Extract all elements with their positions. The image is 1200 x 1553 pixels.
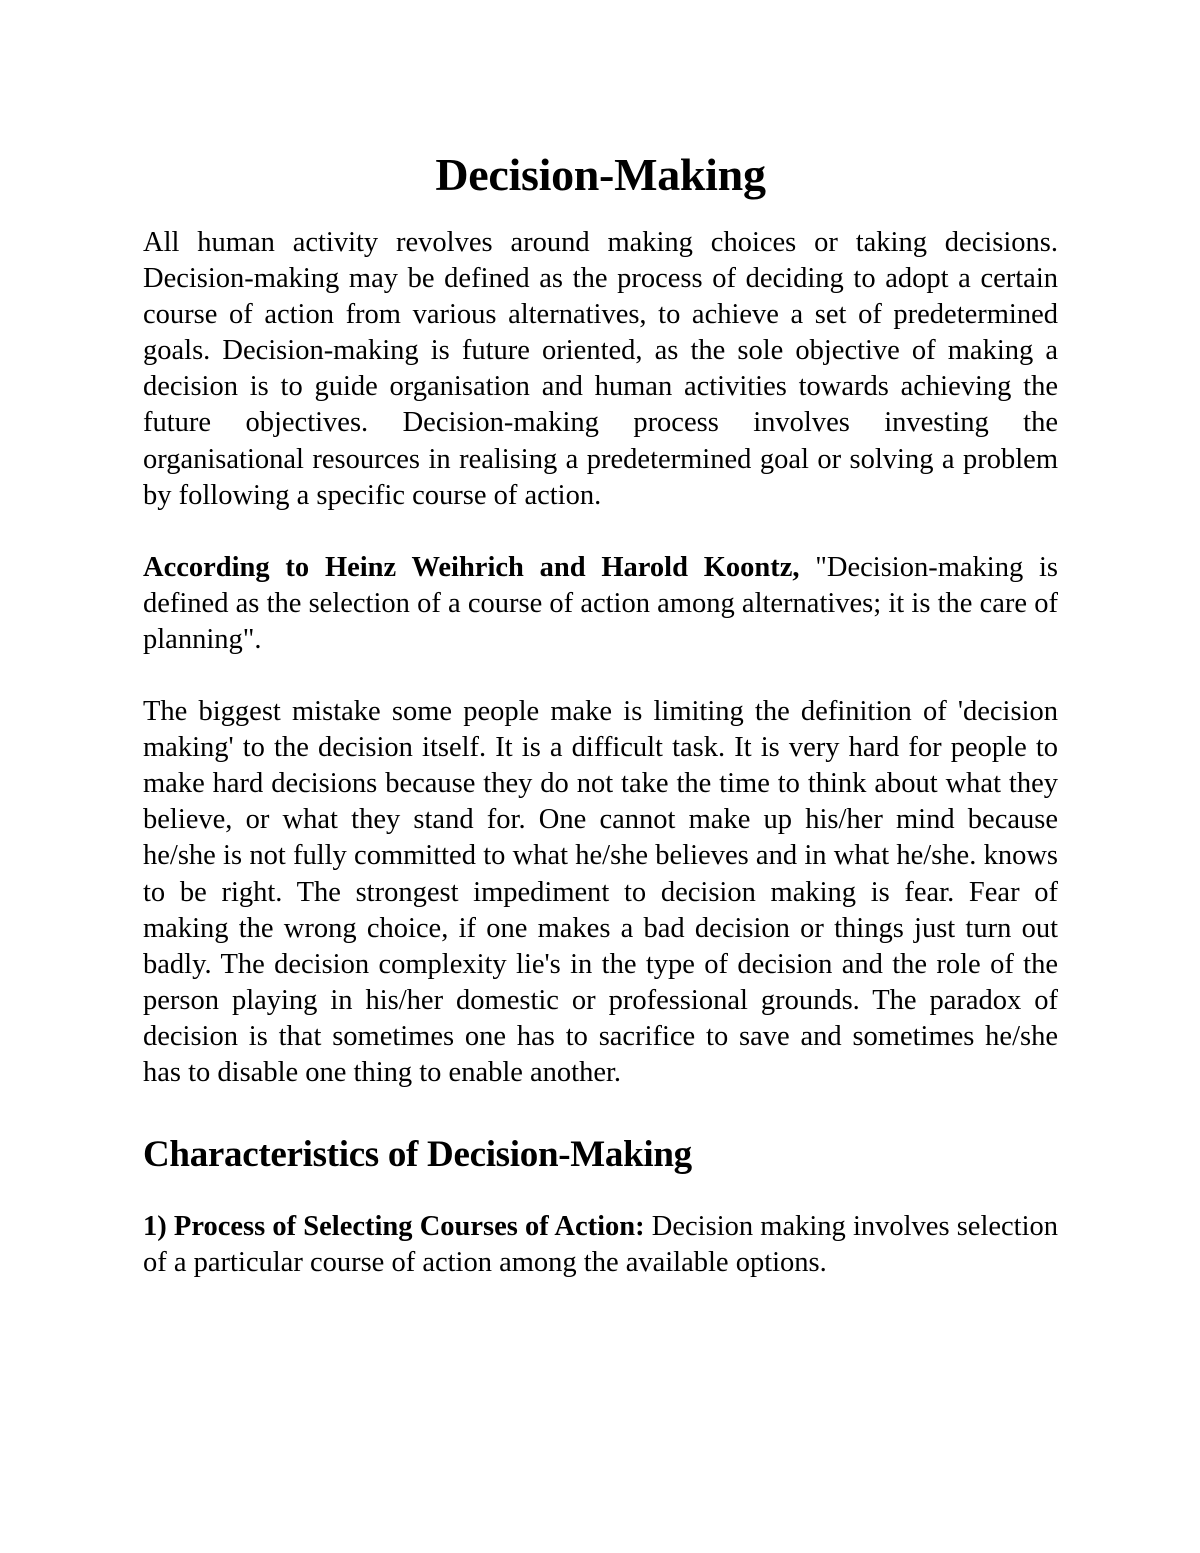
intro-paragraph: All human activity revolves around making choices or taking decisions. Decision-making may be defined as the process of deciding to adopt a certain course of action from various alternatives, to achieve a set of predetermined goals. Decision-making is future oriented, as the sole objective of making a decision is to guide organisation and human activities towards achieving the future objectives. Decision-making process involves investing the organisational resources in realising a predetermined goal or solving a problem by following a specific course of action.	[143, 227, 1058, 511]
characteristic-item-1-title: 1) Process of Selecting Courses of Action:	[143, 1211, 645, 1243]
document-title: Decision-Making	[435, 149, 766, 200]
quote-text: "Decision-making is defined as the selection of a course of action among alternatives; it is the care of planning".	[143, 551, 1058, 655]
definition-quote-paragraph	[143, 550, 1058, 658]
document-content	[143, 145, 1058, 1281]
section-heading: Characteristics of Decision-Making	[143, 1134, 692, 1176]
quote-attribution: According to Heinz Weihrich and Harold Koontz,	[143, 551, 800, 583]
discussion-paragraph: The biggest mistake some people make is limiting the definition of 'decision making' to the decision itself. It is a difficult task. It is very hard for people to make hard decisions because they do not take the time to think about what they believe, or what they stand for. One cannot make up his/her mind because he/she is not fully committed to what he/she believes and in what he/she. knows to be right. The strongest impediment to decision making is fear. Fear of making the wrong choice, if one makes a bad decision or things just turn out badly. The decision complexity lie's in the type of decision and the role of the person playing in his/her domestic or professional grounds. The paradox of decision is that sometimes one has to sacrifice to save and sometimes he/she has to disable one thing to enable another.	[143, 696, 1058, 1088]
characteristic-item-1-text: Decision making involves selection of a particular course of action among the available options.	[143, 1211, 1059, 1279]
characteristic-item-1	[143, 1209, 1058, 1281]
